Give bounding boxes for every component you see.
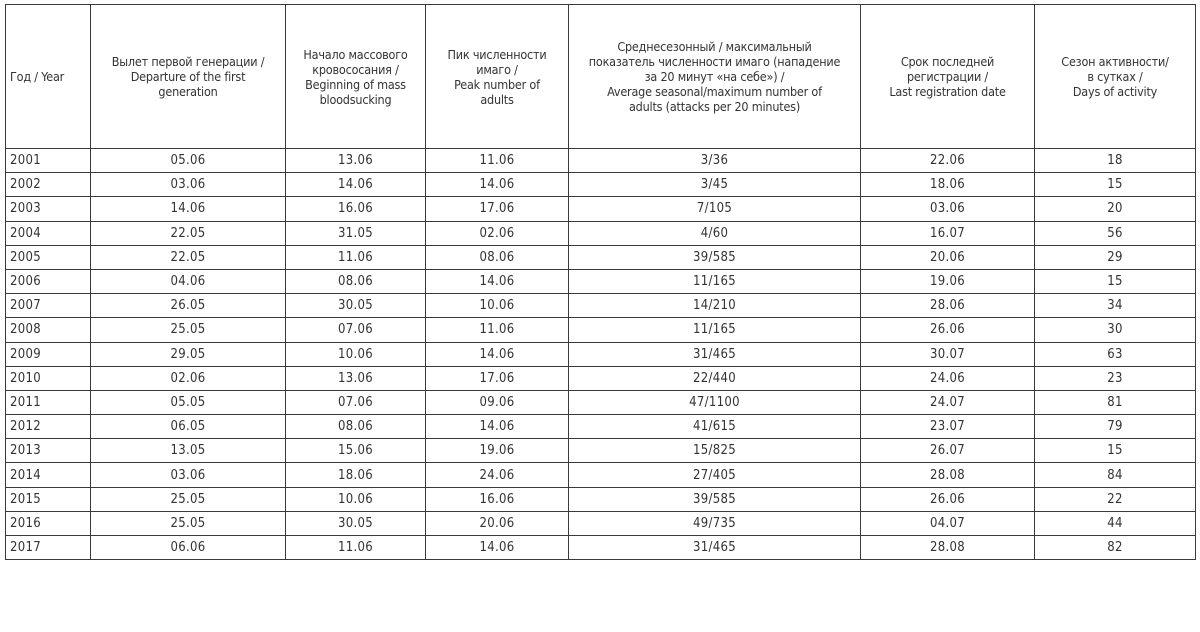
table-row bbox=[6, 366, 1196, 390]
year-cell: 2002 bbox=[6, 173, 91, 197]
last-registration-cell: 22.06 bbox=[861, 149, 1035, 173]
peak-cell: 17.06 bbox=[426, 197, 569, 221]
peak-cell: 14.06 bbox=[426, 173, 569, 197]
header-line: Сезон активности/ bbox=[1061, 54, 1169, 69]
year-cell: 2004 bbox=[6, 221, 91, 245]
header-line: Срок последней bbox=[900, 54, 995, 69]
table-body bbox=[6, 149, 1196, 560]
bloodsucking-cell: 07.06 bbox=[286, 390, 426, 414]
days-activity-cell: 44 bbox=[1035, 511, 1196, 535]
last-registration-cell: 24.06 bbox=[861, 366, 1035, 390]
days-activity-cell: 15 bbox=[1035, 439, 1196, 463]
header-line: Пик численности bbox=[447, 46, 547, 62]
year-cell: 2008 bbox=[6, 318, 91, 342]
days-activity-cell: 23 bbox=[1035, 366, 1196, 390]
table-row bbox=[6, 487, 1196, 511]
year-cell: 2001 bbox=[6, 149, 91, 173]
table-row bbox=[6, 173, 1196, 197]
header-peak bbox=[426, 5, 569, 149]
header-line: регистрации / bbox=[906, 69, 989, 84]
numbers-cell: 31/465 bbox=[569, 342, 861, 366]
year-cell: 2015 bbox=[6, 487, 91, 511]
table-header bbox=[6, 5, 1196, 149]
year-cell: 2006 bbox=[6, 269, 91, 293]
numbers-cell: 7/105 bbox=[569, 197, 861, 221]
days-activity-cell: 15 bbox=[1035, 173, 1196, 197]
departure-cell: 26.05 bbox=[91, 294, 286, 318]
peak-cell: 10.06 bbox=[426, 294, 569, 318]
days-activity-cell: 29 bbox=[1035, 245, 1196, 269]
header-line: Beginning of mass bbox=[305, 76, 406, 92]
last-registration-cell: 28.08 bbox=[861, 463, 1035, 487]
header-line: adults (attacks per 20 minutes) bbox=[628, 99, 801, 114]
peak-cell: 14.06 bbox=[426, 536, 569, 560]
year-cell: 2007 bbox=[6, 294, 91, 318]
peak-cell: 09.06 bbox=[426, 390, 569, 414]
numbers-cell: 3/45 bbox=[569, 173, 861, 197]
last-registration-cell: 23.07 bbox=[861, 415, 1035, 439]
table-row bbox=[6, 536, 1196, 560]
bloodsucking-cell: 08.06 bbox=[286, 269, 426, 293]
header-line: Год / Year bbox=[10, 69, 65, 84]
departure-cell: 04.06 bbox=[91, 269, 286, 293]
departure-cell: 25.05 bbox=[91, 318, 286, 342]
last-registration-cell: 26.07 bbox=[861, 439, 1035, 463]
year-cell: 2012 bbox=[6, 415, 91, 439]
days-activity-cell: 63 bbox=[1035, 342, 1196, 366]
bloodsucking-cell: 30.05 bbox=[286, 511, 426, 535]
bloodsucking-cell: 18.06 bbox=[286, 463, 426, 487]
year-cell: 2005 bbox=[6, 245, 91, 269]
last-registration-cell: 28.06 bbox=[861, 294, 1035, 318]
numbers-cell: 27/405 bbox=[569, 463, 861, 487]
header-row bbox=[6, 5, 1196, 149]
last-registration-cell: 19.06 bbox=[861, 269, 1035, 293]
bloodsucking-cell: 11.06 bbox=[286, 245, 426, 269]
header-bloodsucking bbox=[286, 5, 426, 149]
year-cell: 2009 bbox=[6, 342, 91, 366]
numbers-cell: 11/165 bbox=[569, 269, 861, 293]
year-cell: 2016 bbox=[6, 511, 91, 535]
year-cell: 2014 bbox=[6, 463, 91, 487]
last-registration-cell: 28.08 bbox=[861, 536, 1035, 560]
departure-cell: 25.05 bbox=[91, 487, 286, 511]
last-registration-cell: 30.07 bbox=[861, 342, 1035, 366]
days-activity-cell: 79 bbox=[1035, 415, 1196, 439]
last-registration-cell: 04.07 bbox=[861, 511, 1035, 535]
header-line: bloodsucking bbox=[319, 91, 392, 107]
table-row bbox=[6, 390, 1196, 414]
departure-cell: 05.05 bbox=[91, 390, 286, 414]
numbers-cell: 4/60 bbox=[569, 221, 861, 245]
departure-cell: 14.06 bbox=[91, 197, 286, 221]
peak-cell: 08.06 bbox=[426, 245, 569, 269]
header-last-registration bbox=[861, 5, 1035, 149]
header-line: Среднесезонный / максимальный bbox=[617, 39, 812, 54]
bloodsucking-cell: 15.06 bbox=[286, 439, 426, 463]
peak-cell: 16.06 bbox=[426, 487, 569, 511]
peak-cell: 19.06 bbox=[426, 439, 569, 463]
header-line: Last registration date bbox=[889, 84, 1006, 99]
departure-cell: 06.05 bbox=[91, 415, 286, 439]
peak-cell: 24.06 bbox=[426, 463, 569, 487]
departure-cell: 05.06 bbox=[91, 149, 286, 173]
departure-cell: 22.05 bbox=[91, 245, 286, 269]
bloodsucking-cell: 16.06 bbox=[286, 197, 426, 221]
last-registration-cell: 16.07 bbox=[861, 221, 1035, 245]
year-cell: 2010 bbox=[6, 366, 91, 390]
numbers-cell: 31/465 bbox=[569, 536, 861, 560]
last-registration-cell: 26.06 bbox=[861, 487, 1035, 511]
year-cell: 2011 bbox=[6, 390, 91, 414]
days-activity-cell: 34 bbox=[1035, 294, 1196, 318]
table-row bbox=[6, 245, 1196, 269]
header-line: generation bbox=[158, 84, 218, 99]
table-row bbox=[6, 318, 1196, 342]
departure-cell: 29.05 bbox=[91, 342, 286, 366]
days-activity-cell: 22 bbox=[1035, 487, 1196, 511]
year-cell: 2013 bbox=[6, 439, 91, 463]
numbers-cell: 39/585 bbox=[569, 245, 861, 269]
peak-cell: 20.06 bbox=[426, 511, 569, 535]
header-line: кровососания / bbox=[312, 61, 399, 77]
table-row bbox=[6, 511, 1196, 535]
bloodsucking-cell: 13.06 bbox=[286, 149, 426, 173]
header-line: Peak number of bbox=[454, 76, 540, 92]
numbers-cell: 22/440 bbox=[569, 366, 861, 390]
departure-cell: 03.06 bbox=[91, 173, 286, 197]
header-line: показатель численности имаго (нападение bbox=[588, 54, 841, 69]
days-activity-cell: 30 bbox=[1035, 318, 1196, 342]
table-row bbox=[6, 221, 1196, 245]
peak-cell: 14.06 bbox=[426, 269, 569, 293]
numbers-cell: 49/735 bbox=[569, 511, 861, 535]
days-activity-cell: 84 bbox=[1035, 463, 1196, 487]
numbers-cell: 3/36 bbox=[569, 149, 861, 173]
peak-cell: 14.06 bbox=[426, 342, 569, 366]
bloodsucking-cell: 13.06 bbox=[286, 366, 426, 390]
year-cell: 2017 bbox=[6, 536, 91, 560]
header-line: Days of activity bbox=[1072, 84, 1158, 99]
bloodsucking-cell: 10.06 bbox=[286, 487, 426, 511]
bloodsucking-cell: 14.06 bbox=[286, 173, 426, 197]
header-line: adults bbox=[480, 91, 514, 107]
bloodsucking-cell: 30.05 bbox=[286, 294, 426, 318]
departure-cell: 13.05 bbox=[91, 439, 286, 463]
header-line: Average seasonal/maximum number of bbox=[607, 84, 822, 99]
departure-cell: 25.05 bbox=[91, 511, 286, 535]
numbers-cell: 41/615 bbox=[569, 415, 861, 439]
header-days-activity bbox=[1035, 5, 1196, 149]
table-row bbox=[6, 269, 1196, 293]
days-activity-cell: 18 bbox=[1035, 149, 1196, 173]
table-row bbox=[6, 197, 1196, 221]
days-activity-cell: 82 bbox=[1035, 536, 1196, 560]
departure-cell: 22.05 bbox=[91, 221, 286, 245]
departure-cell: 06.06 bbox=[91, 536, 286, 560]
header-line: Вылет первой генерации / bbox=[111, 54, 265, 69]
numbers-cell: 47/1100 bbox=[569, 390, 861, 414]
bloodsucking-cell: 11.06 bbox=[286, 536, 426, 560]
table-row bbox=[6, 439, 1196, 463]
header-line: Начало массового bbox=[303, 46, 408, 62]
header-line: за 20 минут «на себе») / bbox=[644, 69, 785, 84]
days-activity-cell: 15 bbox=[1035, 269, 1196, 293]
year-cell: 2003 bbox=[6, 197, 91, 221]
header-line: в сутках / bbox=[1087, 69, 1143, 84]
days-activity-cell: 20 bbox=[1035, 197, 1196, 221]
peak-cell: 02.06 bbox=[426, 221, 569, 245]
days-activity-cell: 56 bbox=[1035, 221, 1196, 245]
numbers-cell: 14/210 bbox=[569, 294, 861, 318]
departure-cell: 03.06 bbox=[91, 463, 286, 487]
bloodsucking-cell: 08.06 bbox=[286, 415, 426, 439]
bloodsucking-cell: 31.05 bbox=[286, 221, 426, 245]
document-page bbox=[5, 4, 1195, 560]
last-registration-cell: 20.06 bbox=[861, 245, 1035, 269]
table-row bbox=[6, 415, 1196, 439]
numbers-cell: 11/165 bbox=[569, 318, 861, 342]
data-table bbox=[5, 4, 1196, 560]
peak-cell: 14.06 bbox=[426, 415, 569, 439]
days-activity-cell: 81 bbox=[1035, 390, 1196, 414]
peak-cell: 11.06 bbox=[426, 149, 569, 173]
header-departure bbox=[91, 5, 286, 149]
last-registration-cell: 26.06 bbox=[861, 318, 1035, 342]
last-registration-cell: 24.07 bbox=[861, 390, 1035, 414]
header-year bbox=[6, 5, 91, 149]
table-row bbox=[6, 149, 1196, 173]
peak-cell: 17.06 bbox=[426, 366, 569, 390]
last-registration-cell: 18.06 bbox=[861, 173, 1035, 197]
table-row bbox=[6, 342, 1196, 366]
bloodsucking-cell: 07.06 bbox=[286, 318, 426, 342]
peak-cell: 11.06 bbox=[426, 318, 569, 342]
header-line: имаго / bbox=[476, 61, 518, 77]
last-registration-cell: 03.06 bbox=[861, 197, 1035, 221]
numbers-cell: 39/585 bbox=[569, 487, 861, 511]
header-numbers bbox=[569, 5, 861, 149]
header-line: Departure of the first bbox=[130, 69, 246, 84]
departure-cell: 02.06 bbox=[91, 366, 286, 390]
bloodsucking-cell: 10.06 bbox=[286, 342, 426, 366]
table-row bbox=[6, 463, 1196, 487]
table-row bbox=[6, 294, 1196, 318]
numbers-cell: 15/825 bbox=[569, 439, 861, 463]
